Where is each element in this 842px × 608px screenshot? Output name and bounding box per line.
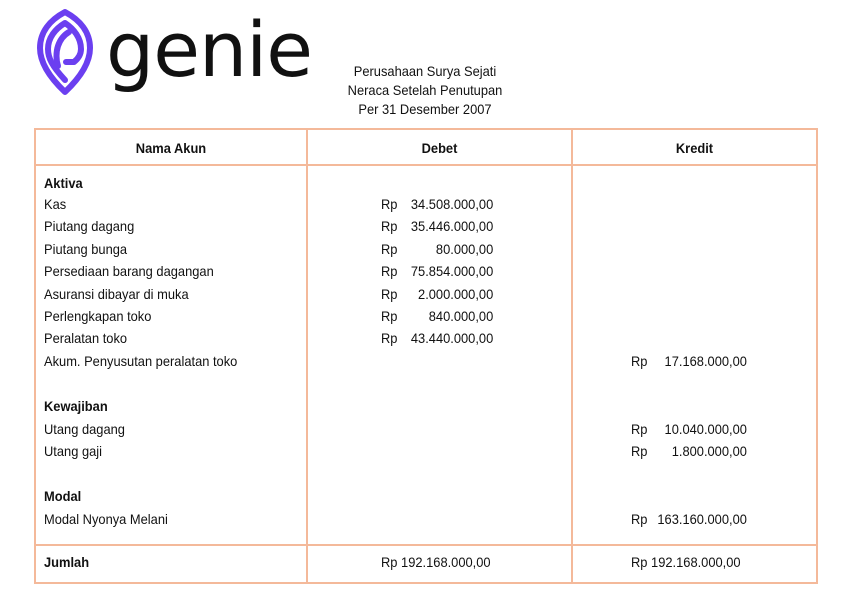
debit-amount: Rp 80.000,00: [381, 241, 494, 257]
debit-amount: Rp 35.446.000,00: [381, 218, 494, 234]
section-assets: Aktiva: [44, 175, 83, 191]
debit-amount: Rp 2.000.000,00: [381, 286, 494, 302]
account-name: Akum. Penyusutan peralatan toko: [44, 353, 238, 369]
account-name: Utang dagang: [44, 421, 125, 437]
account-name: Modal Nyonya Melani: [44, 511, 168, 527]
total-label: Jumlah: [44, 554, 90, 570]
balance-sheet-table: [34, 128, 818, 584]
company-name: Perusahaan Surya Sejati: [353, 63, 497, 79]
total-credit: Rp 192.168.000,00: [631, 554, 741, 570]
debit-amount: Rp 34.508.000,00: [381, 196, 494, 212]
column-divider: [306, 130, 308, 582]
statement-name: Neraca Setelah Penutupan: [347, 82, 503, 98]
credit-amount: Rp 10.040.000,00: [631, 421, 747, 437]
credit-amount: Rp 17.168.000,00: [631, 353, 747, 369]
account-name: Perlengkapan toko: [44, 308, 152, 324]
account-name: Peralatan toko: [44, 330, 128, 346]
debit-amount: Rp 840.000,00: [381, 308, 494, 324]
section-liabilities: Kewajiban: [44, 398, 108, 414]
statement-date: Per 31 Desember 2007: [358, 101, 492, 117]
section-equity: Modal: [44, 488, 82, 504]
account-name: Asuransi dibayar di muka: [44, 286, 189, 302]
account-name: Persediaan barang dagangan: [44, 263, 214, 279]
statement-title: [310, 62, 540, 119]
header-divider: [36, 164, 816, 166]
debit-amount: Rp 43.440.000,00: [381, 330, 494, 346]
total-divider: [36, 544, 816, 546]
account-name: Piutang bunga: [44, 241, 128, 257]
credit-amount: Rp 163.160.000,00: [631, 511, 747, 527]
total-debit: Rp 192.168.000,00: [381, 554, 491, 570]
account-name: Utang gaji: [44, 443, 103, 459]
genie-logo-text: genie: [106, 5, 313, 94]
header-debit: Debet: [421, 140, 458, 156]
genie-logo-icon: [36, 8, 94, 98]
account-name: Kas: [44, 196, 67, 212]
header-credit: Kredit: [675, 140, 714, 156]
genie-logo: [36, 5, 313, 98]
account-name: Piutang dagang: [44, 218, 135, 234]
debit-amount: Rp 75.854.000,00: [381, 263, 494, 279]
column-divider: [571, 130, 573, 582]
credit-amount: Rp 1.800.000,00: [631, 443, 747, 459]
header-account: Nama Akun: [135, 140, 207, 156]
